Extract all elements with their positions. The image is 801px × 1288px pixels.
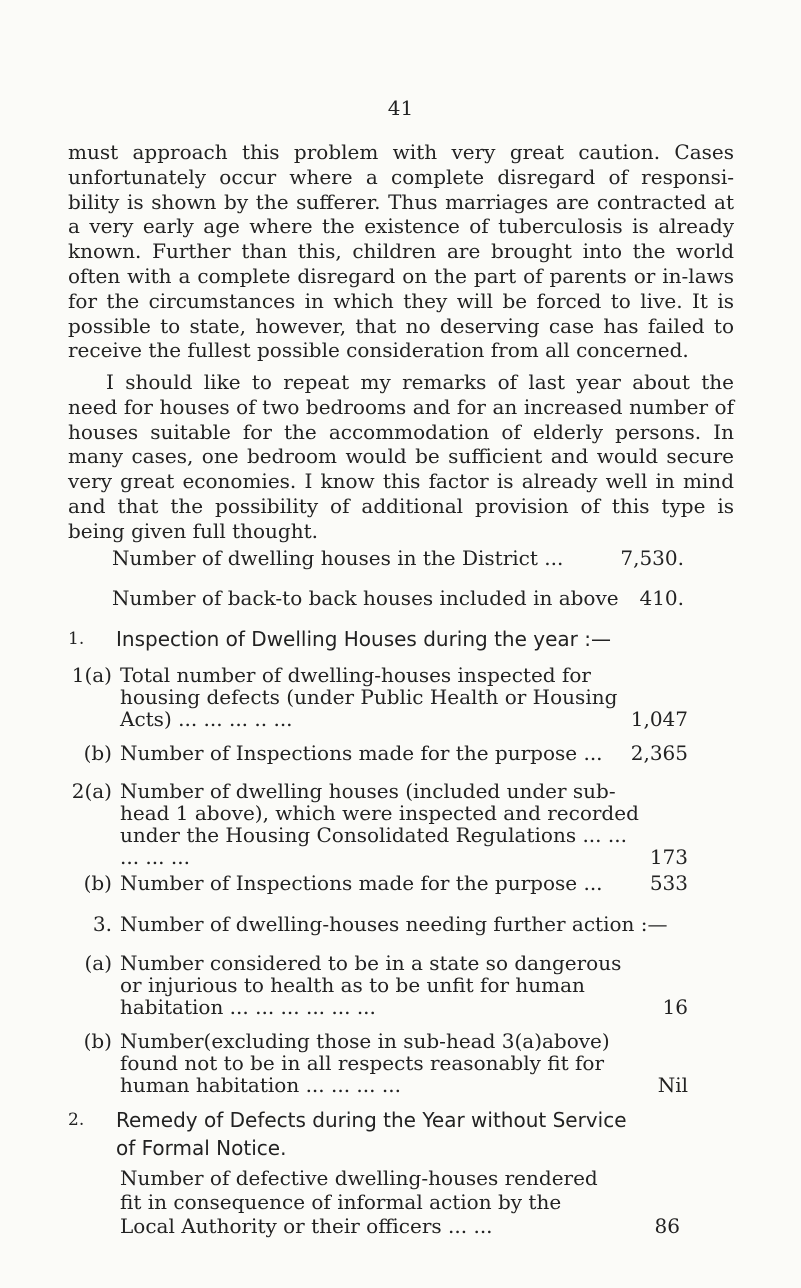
stat-value: 7,530.	[620, 546, 684, 570]
section-title: Remedy of Defects during the Year without Service	[116, 1108, 627, 1132]
item-text: Number of Inspections made for the purpose ...	[120, 871, 603, 895]
list-item	[68, 1030, 688, 1102]
list-item	[68, 664, 688, 736]
paragraph-tuberculosis: must approach this problem with very great caution. Cases unfortunately occur where a complete disregard of responsi-bility is shown by the sufferer. Thus marriages are contracted at a very early age where the existence of tuberculosis is already known. Further than this, children are brought into the world often with a complete disregard on the part of parents or in-laws for the circumstances in which they will be forced to live. It is possible to state, however, that no deserving case has failed to receive the fullest possible consideration from all concerned.	[68, 140, 734, 363]
item-text: Number of Inspections made for the purpose ...	[120, 741, 603, 765]
stat-label: Number of back-to back houses included in above	[112, 586, 619, 610]
list-item	[68, 780, 688, 876]
section-title-continued: of Formal Notice.	[116, 1136, 287, 1160]
item-text: Number(excluding those in sub-head 3(a)above) found not to be in all respects reasonably fit for human habitation ... ... ... ...	[120, 1029, 610, 1097]
informal-action-note	[120, 1166, 680, 1238]
item-value: 2,365	[630, 741, 688, 765]
section-number: 1.	[68, 629, 85, 649]
list-item	[68, 952, 688, 1024]
item-text: Total number of dwelling-houses inspected for housing defects (under Public Health or Housing Acts) ... ... ... .. ...	[120, 663, 618, 731]
item-value: Nil	[657, 1073, 688, 1097]
paragraph-housing-needs: I should like to repeat my remarks of last year about the need for houses of two bedrooms and for an increased number of houses suitable for the accommodation of elderly persons. In many cases, one bedroom would be sufficient and would secure very great economies. I know this factor is already well in mind and that the possibility of additional provision of this type is being given full thought.	[68, 370, 734, 543]
item-key: 1(a)	[71, 663, 112, 687]
item-text: Number of dwelling-houses needing further action :—	[120, 912, 668, 936]
item-value: 533	[649, 871, 688, 895]
section-number: 2.	[68, 1110, 85, 1130]
item-text: Number considered to be in a state so dangerous or injurious to health as to be unfit for human habitation ... ... ... ... ... ...	[120, 951, 622, 1019]
item-key: 2(a)	[71, 779, 112, 803]
item-value: 16	[662, 995, 688, 1019]
item-key: (b)	[83, 741, 112, 765]
item-value: 173	[649, 845, 688, 869]
item-value: 1,047	[630, 707, 688, 731]
note-value: 86	[654, 1214, 680, 1238]
stat-value: 410.	[639, 586, 684, 610]
item-key: 3.	[92, 912, 112, 936]
item-text: Number of dwelling houses (included under sub-head 1 above), which were inspected and recorded under the Housing Consolidated Regulations ... ... ... ... ...	[120, 779, 639, 869]
item-key: (b)	[83, 871, 112, 895]
page-number: 41	[387, 96, 414, 120]
item-key: (a)	[84, 951, 112, 975]
section-title: Inspection of Dwelling Houses during the year :—	[116, 627, 611, 651]
note-text: Number of defective dwelling-houses rendered fit in consequence of informal action by the Local Authority or their officers ... ...	[120, 1166, 598, 1238]
stat-label: Number of dwelling houses in the District ...	[112, 546, 564, 570]
item-key: (b)	[83, 1029, 112, 1053]
